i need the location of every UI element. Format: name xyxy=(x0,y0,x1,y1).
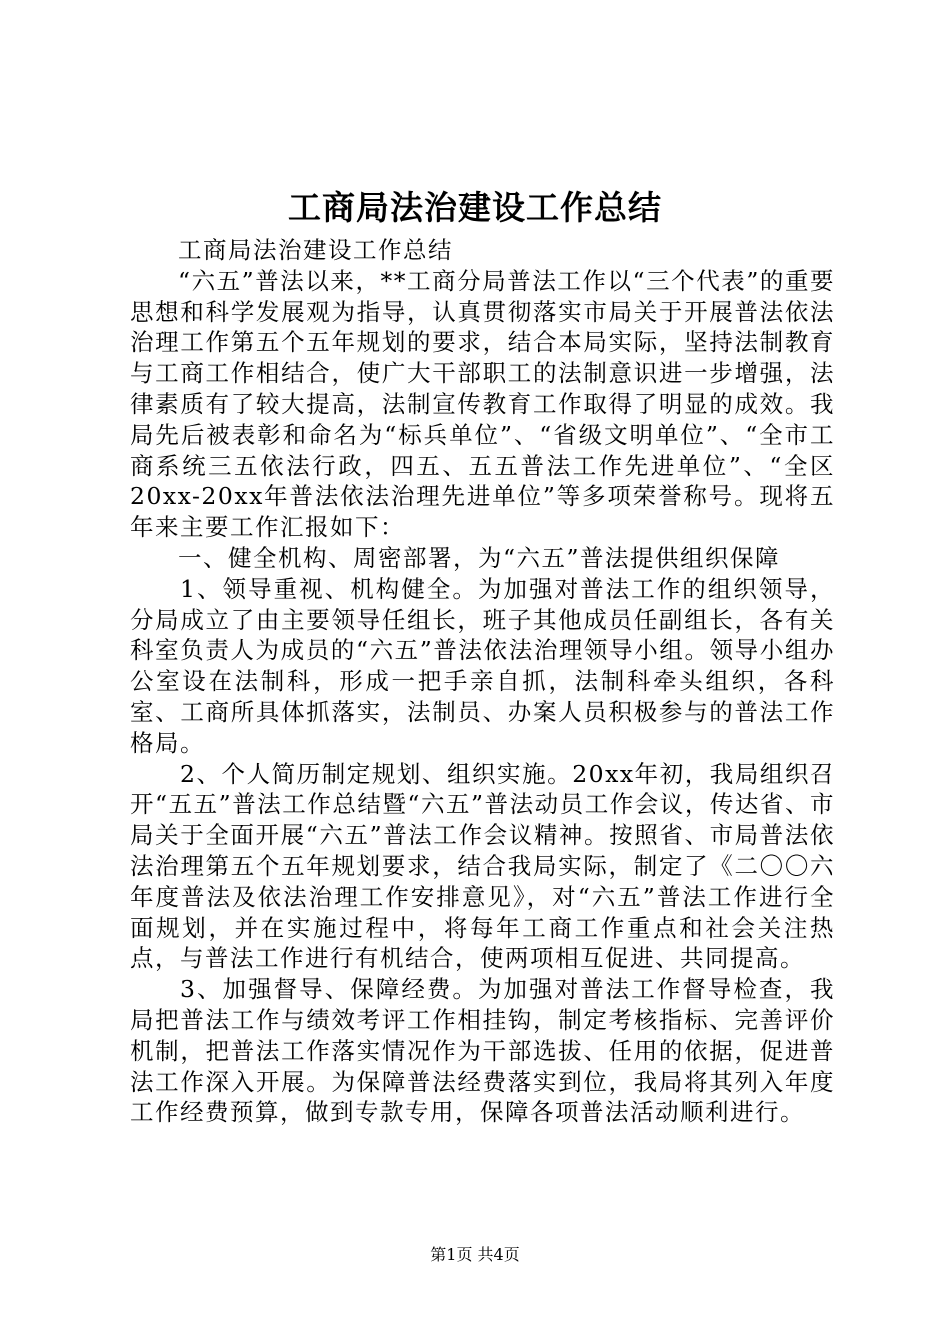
document-body xyxy=(130,235,835,1128)
section-heading-1: 一、健全机构、周密部署，为“六五”普法提供组织保障 xyxy=(178,543,781,572)
item-paragraph-2: 2、个人简历制定规划、组织实施。20xx年初，我局组织召开“五五”普法工作总结暨“六五”普法动员工作会议，传达省、市局关于全面开展“六五”普法工作会议精神。按照省、市局普法依法治理第五个五年规划要求，结合我局实际，制定了《二〇〇六年度普法及依法治理工作安排意见》，对“六五”普法工作进行全面规划，并在实施过程中，将每年工商工作重点和社会关注热点，与普法工作进行有机结合，使两项相互促进、共同提高。 xyxy=(130,759,835,973)
intro-paragraph: “六五”普法以来，**工商分局普法工作以“三个代表”的重要思想和科学发展观为指导，认真贯彻落实市局关于开展普法依法治理工作第五个五年规划的要求，结合本局实际，坚持法制教育与工商工作相结合，使广大干部职工的法制意识进一步增强，法律素质有了较大提高，法制宣传教育工作取得了明显的成效。我局先后被表彰和命名为“标兵单位”、“省级文明单位”、“全市工商系统三五依法行政，四五、五五普法工作先进单位”、“全区20xx-20xx年普法依法治理先进单位”等多项荣誉称号。现将五年来主要工作汇报如下： xyxy=(130,266,835,542)
subtitle-paragraph: 工商局法治建设工作总结 xyxy=(178,236,453,264)
page-number-footer: 第1页 共4页 xyxy=(430,1245,520,1264)
item-paragraph-3: 3、加强督导、保障经费。为加强对普法工作督导检查，我局把普法工作与绩效考评工作相挂钩，制定考核指标、完善评价机制，把普法工作落实情况作为干部选拔、任用的依据，促进普法工作深入开展。为保障普法经费落实到位，我局将其列入年度工作经费预算，做到专款专用，保障各项普法活动顺利进行。 xyxy=(130,975,835,1127)
document-title: 工商局法治建设工作总结 xyxy=(288,188,662,227)
item-paragraph-1: 1、领导重视、机构健全。为加强对普法工作的组织领导，分局成立了由主要领导任组长，班子其他成员任副组长，各有关科室负责人为成员的“六五”普法依法治理领导小组。领导小组办公室设在法制科，形成一把手亲自抓，法制科牵头组织，各科室、工商所具体抓落实，法制员、办案人员积极参与的普法工作格局。 xyxy=(130,574,835,757)
